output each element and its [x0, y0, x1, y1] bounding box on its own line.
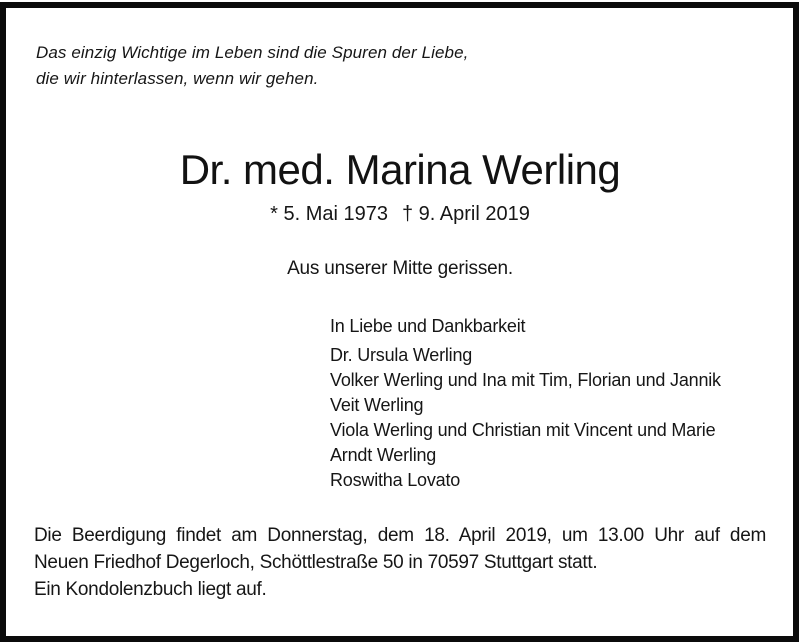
- birth-date: * 5. Mai 1973: [270, 203, 388, 225]
- mourners-block: [330, 314, 721, 493]
- funeral-info-line-2: Neuen Friedhof Degerloch, Schöttlestraße 50 in 70597 Stuttgart statt.: [34, 552, 598, 573]
- epitaph-line: Aus unserer Mitte gerissen.: [287, 258, 513, 279]
- quote-line-1: Das einzig Wichtige im Leben sind die Spuren der Liebe,: [36, 43, 469, 62]
- mourner-name: Roswitha Lovato: [330, 470, 461, 490]
- mourners-intro: In Liebe und Dankbarkeit: [330, 316, 526, 336]
- mourner-name: Arndt Werling: [330, 445, 437, 465]
- funeral-info-block: [34, 522, 766, 603]
- mourner-name: Volker Werling und Ina mit Tim, Florian und Jannik: [330, 370, 721, 390]
- deceased-name: Dr. med. Marina Werling: [179, 146, 621, 193]
- death-date: † 9. April 2019: [401, 203, 530, 225]
- life-dates: [0, 203, 800, 226]
- funeral-info-line-1: Die Beerdigung findet am Donnerstag, dem 18. April 2019, um 13.00 Uhr auf dem: [34, 525, 766, 546]
- quote-line-2: die wir hinterlassen, wenn wir gehen.: [36, 69, 319, 88]
- condolence-book-line: Ein Kondolenzbuch liegt auf.: [34, 579, 267, 600]
- mourner-name: Dr. Ursula Werling: [330, 345, 473, 365]
- mourner-name: Veit Werling: [330, 395, 424, 415]
- memorial-quote: [36, 40, 468, 92]
- mourner-name: Viola Werling und Christian mit Vincent und Marie: [330, 420, 716, 440]
